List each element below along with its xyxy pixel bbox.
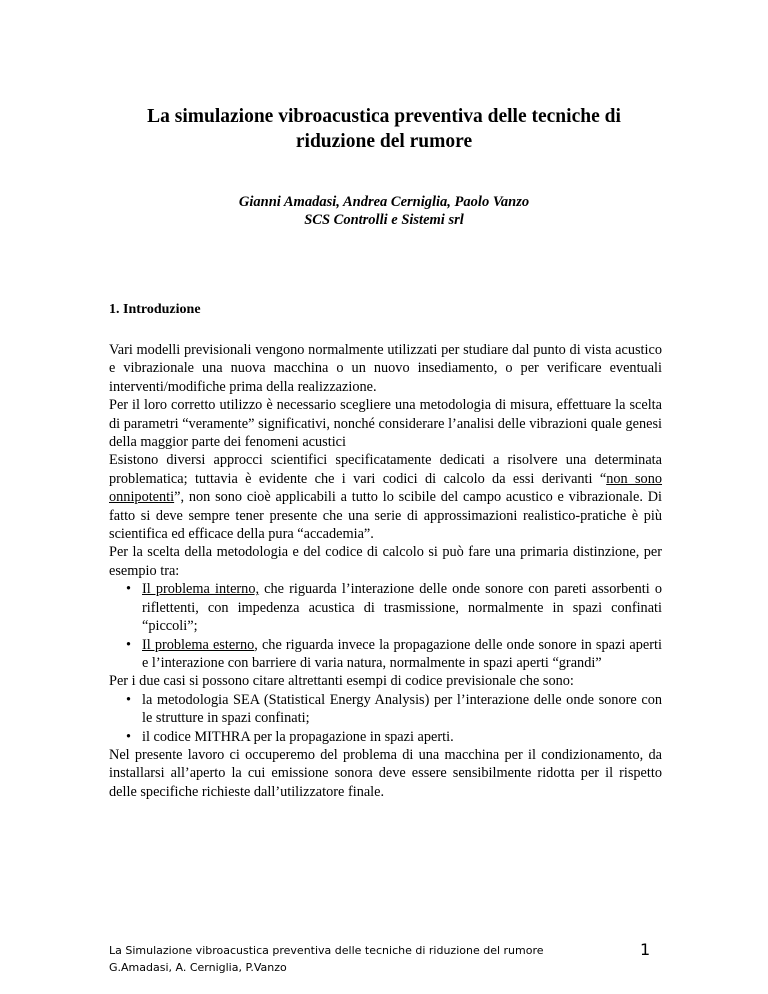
list-item <box>109 580 662 635</box>
document-title-line-2: riduzione del rumore <box>295 131 473 152</box>
paragraph-3-text-b: ”, non sono cioè applicabili a tutto lo scibile del campo acustico e vibrazionale. Di fatto si deve sempre tener presente che una serie di approssimazioni realistico-pratiche è più scientifica ed efficace della pura “accademia”. <box>109 489 662 543</box>
list-item-underlined-text: Il problema interno, <box>142 581 260 598</box>
list-item <box>109 636 662 673</box>
list-item-text: che riguarda l’interazione delle onde sonore con pareti assorbenti o riflettenti, con impedenza acustica di trasmissione, normalmente in spazi confinati “piccoli”; <box>142 581 662 635</box>
problem-type-list <box>109 580 662 672</box>
footer-title: La Simulazione vibroacustica preventiva delle tecniche di riduzione del rumore <box>109 944 544 957</box>
list-item: • il codice MITHRA per la propagazione in spazi aperti. <box>109 728 662 746</box>
list-item-text: , che riguarda invece la propagazione delle onde sonore in spazi aperti e l’interazione con barriere di varia natura, normalmente in spazi aperti “grandi” <box>142 636 662 671</box>
list-item-underlined-text: Il problema esterno <box>142 636 255 653</box>
paragraph-3-underlined-text: non sono onnipotenti <box>109 470 663 506</box>
list-item: • la metodologia SEA (Statistical Energy Analysis) per l’interazione delle onde sonore con le strutture in spazi confinati; <box>109 691 662 728</box>
document-title-line-1: La simulazione vibroacustica preventiva delle tecniche di <box>147 106 621 127</box>
page-number: 1 <box>640 940 651 959</box>
author-block <box>100 193 668 229</box>
paragraph-1: Vari modelli previsionali vengono normalmente utilizzati per studiare dal punto di vista acustico e vibrazionale una nuova macchina o un nuovo insediamento, o per verificare eventuali interventi/modifiche prima della realizzazione. <box>109 342 662 395</box>
footer-authors: G.Amadasi, A. Cerniglia, P.Vanzo <box>109 961 287 974</box>
authors: Gianni Amadasi, Andrea Cerniglia, Paolo Vanzo <box>238 194 530 210</box>
paragraph-5: Per i due casi si possono citare altrettanti esempi di codice previsionale che sono: <box>109 673 574 690</box>
section-heading: 1. Introduzione <box>109 302 201 317</box>
paragraph-6: Nel presente lavoro ci occuperemo del problema di una macchina per il condizionamento, da installarsi all’aperto la cui emissione sonora deve essere sensibilmente ridotta per il rispetto delle specifiche richieste dall’utilizzatore finale. <box>109 746 662 800</box>
paragraph-4: Per la scelta della metodologia e del codice di calcolo si può fare una primaria distinzione, per esempio tra: <box>109 544 662 579</box>
paragraph-3 <box>109 451 662 543</box>
section-body <box>109 341 662 801</box>
page-footer <box>109 942 609 976</box>
affiliation: SCS Controlli e Sistemi srl <box>304 212 464 228</box>
paragraph-2: Per il loro corretto utilizzo è necessario scegliere una metodologia di misura, effettuare la scelta di parametri “veramente” significativi, nonché considerare l’analisi delle vibrazioni quale genesi della maggior parte dei fenomeni acustici <box>109 397 662 451</box>
code-examples-list <box>109 691 662 746</box>
document-title <box>100 104 668 154</box>
paragraph-3-text-a: Esistono diversi approcci scientifici specificatamente dedicati a risolvere una determinata problematica; tuttavia è evidente che i vari codici di calcolo da essi derivanti “ <box>109 452 662 487</box>
